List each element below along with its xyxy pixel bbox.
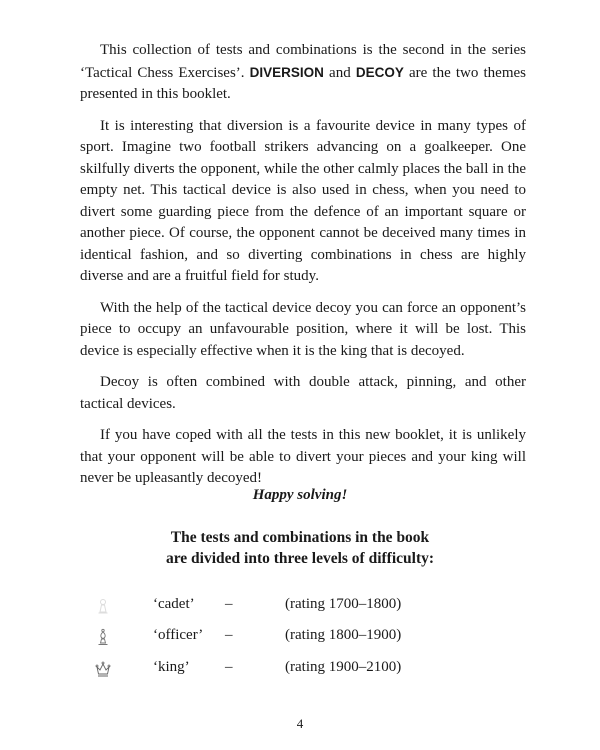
level-row-king [0, 657, 600, 681]
level-dash: – [225, 659, 233, 675]
intro-text [80, 40, 526, 500]
level-row-cadet [0, 594, 600, 618]
level-name: ‘officer’ [153, 627, 204, 643]
paragraph-3-text: With the help of the tactical device decoy you can force an opponent’s piece to occupy an unfavourable position, where it will be lost. This device is especially effective when it is the king that is decoyed. [80, 299, 526, 359]
paragraph-1-part-1: This collection of tests and combinations is the second in the series ‘Tactical Chess Exercises’. [80, 42, 526, 81]
levels-heading-line-1: The tests and combinations in the book [170, 529, 430, 546]
level-dash: – [225, 596, 233, 612]
paragraph-2-text: It is interesting that diversion is a favourite device in many types of sport. Imagine two football strikers advancing on a goalkeeper. One skilfully diverts the opponent, while the other calmly places the ball in the empty net. This tactical device is also used in chess, when you need to divert some guarding piece from the defence of an important square or another piece. Of course, the opponent cannot be deceived many times in identical fashion, and so diverting combinations in chess are highly diverse and are a fruitful field for study. [80, 117, 526, 284]
paragraph-1 [80, 40, 526, 106]
level-dash: – [225, 627, 233, 643]
closing-line: Happy solving! [252, 487, 348, 503]
level-name: ‘cadet’ [153, 596, 195, 612]
paragraph-4 [80, 372, 526, 415]
theme-diversion: DIVERSION [249, 64, 324, 80]
pawn-icon [95, 597, 111, 615]
theme-decoy: DECOY [355, 64, 404, 80]
levels-heading [0, 527, 600, 569]
crown-icon [95, 660, 111, 678]
page-number: 4 [296, 716, 304, 731]
level-name: ‘king’ [153, 659, 190, 675]
paragraph-4-text: Decoy is often combined with double attack, pinning, and other tactical devices. [80, 374, 526, 412]
level-rating: (rating 1900–2100) [285, 659, 402, 675]
paragraph-1-part-2: and [323, 64, 356, 81]
paragraph-2 [80, 116, 526, 288]
level-row-officer [0, 625, 600, 649]
paragraph-5-text: If you have coped with all the tests in this new booklet, it is unlikely that your opponent will be able to divert your pieces and your king will never be upleasantly decoyed! [80, 427, 526, 486]
paragraph-3 [80, 298, 526, 363]
level-rating: (rating 1700–1800) [285, 596, 402, 612]
level-rating: (rating 1800–1900) [285, 627, 402, 643]
paragraph-1-part-3: are the two themes presented in this booklet. [80, 64, 526, 102]
levels-heading-line-2: are divided into three levels of difficulty: [165, 550, 435, 567]
paragraph-5 [80, 425, 526, 490]
bishop-icon [95, 628, 111, 646]
